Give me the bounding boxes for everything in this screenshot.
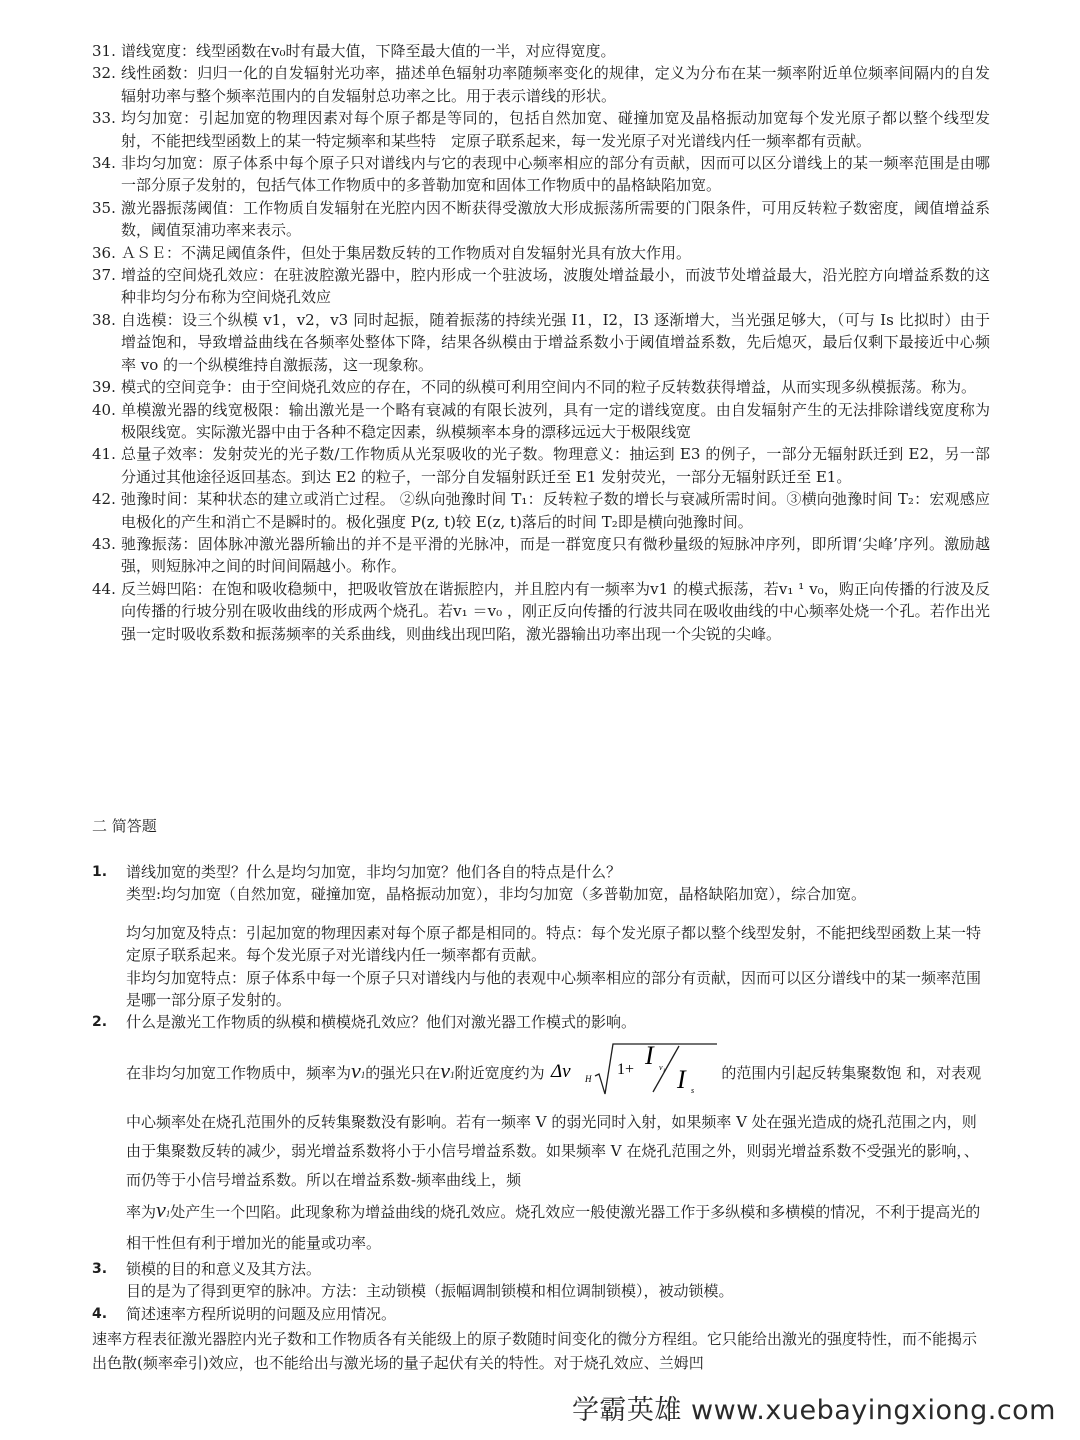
question-title: 谱线加宽的类型？什么是均匀加宽，非均匀加宽？他们各自的特点是什么？ — [126, 863, 622, 881]
definition-item — [92, 309, 990, 376]
definition-item — [92, 399, 990, 444]
definition-item — [92, 264, 990, 309]
item-number: 34. — [92, 154, 116, 173]
nu1-symbol: ν1 — [440, 1057, 455, 1083]
q1-uniform: 均匀加宽及特点：引起加宽的物理因素对每个原子都是相同的。特点：每个发光原子都以整个线型发射，不能把线型函数上某一特定原子联系起来。每个发光原子对光谱线内任一频率都有贡献。 — [126, 923, 982, 965]
q2-text-tail: 处产生一个凹陷。此现象称为增益曲线的烧孔效应。烧孔效应一般使激光器工作于多纵模和多横模的情况，不利于提高光的相干性但有利于增加光的能量或功率。 — [126, 1202, 981, 1252]
item-text: 模式的空间竞争：由于空间烧孔效应的存在，不同的纵模可利用空间内不同的粒子反转数获得增益，从而实现多纵模振荡。称为。 — [121, 378, 977, 397]
question-number: 2. — [92, 1014, 108, 1031]
question-number: 3. — [92, 1260, 108, 1277]
question-number: 4. — [92, 1305, 108, 1322]
q2-text-d: 的范围内引起反转集聚数饱 — [721, 1063, 902, 1082]
definition-item — [92, 578, 990, 645]
delta-sub-text: H — [585, 1073, 592, 1084]
item-number: 44. — [92, 579, 116, 598]
nu1-symbol: ν1 — [351, 1057, 366, 1083]
q1-types: 类型:均匀加宽（自然加宽，碰撞加宽，晶格振动加宽），非均匀加宽（多普勒加宽，晶格缺陷加宽），综合加宽。 — [126, 885, 867, 904]
watermark: 学霸英雄 www.xuebayingxiong.com — [571, 1394, 1056, 1426]
question-title: 简述速率方程所说明的问题及应用情况。 — [126, 1304, 397, 1323]
q2-text-a: 在非均匀加宽工作物质中，频率为 — [126, 1063, 352, 1082]
question-title: 什么是激光工作物质的纵模和横模烧孔效应？他们对激光器工作模式的影响。 — [126, 1013, 637, 1032]
question-4 — [92, 1303, 990, 1325]
q2-text-b: 的强光只在 — [365, 1063, 441, 1082]
item-number: 43. — [92, 534, 116, 553]
q2-answer — [92, 1040, 990, 1258]
item-number: 36. — [92, 243, 116, 262]
item-number: 39. — [92, 378, 116, 397]
nu1-symbol: ν1 — [156, 1196, 171, 1222]
item-number: 40. — [92, 400, 116, 419]
formula-one: 1+ — [617, 1060, 635, 1078]
definition-item — [92, 488, 990, 533]
definition-item — [92, 40, 990, 62]
definition-item — [92, 533, 990, 578]
q1-nonuniform: 非均匀加宽特点：原子体系中每一个原子只对谱线内与他的表观中心频率相应的部分有贡献，因而可以区分谱线中的某一频率范围是哪一部分原子发射的。 — [126, 968, 982, 1010]
q4-answer: 速率方程表征激光器腔内光子数和工作物质各有关能级上的原子数随时间变化的微分方程组。它只能给出激光的强度特性，而不能揭示出色散(频率牵引)效应，也不能给出与激光场的量子起伏有关的特性。对于烧孔效应、兰姆凹 — [92, 1330, 978, 1373]
item-text: 激光器振荡阈值：工作物质自发辐射在光腔内因不断获得受激放大形成振荡所需要的门限条件，可用反转粒子数密度，阈值增益系数，阈值泵浦功率来表示。 — [121, 198, 990, 240]
question-2 — [92, 1011, 990, 1033]
saturation-formula — [549, 1040, 721, 1108]
item-text: 总量子效率：发射荧光的光子数/工作物质从光泵吸收的光子数。物理意义：抽运到 E3 的例子，一部分无辐射跃迁到 E2，另一部分通过其他途径返回基态。到达 E2 的粒子，一部分自发辐射跃迁至 E1 发射荧光，一部分无辐射跃迁至 E1。 — [121, 445, 990, 486]
item-number: 33. — [92, 109, 116, 128]
q2-text-e: 率为 — [126, 1202, 157, 1221]
item-text: 非均匀加宽：原子体系中每个原子只对谱线内与它的表现中心频率相应的部分有贡献，因而可以区分谱线上的某一频率范围是由哪一部分原子发射的，包括气体工作物质中的多普勒加宽和固体工作物质中的晶格缺陷加宽。 — [121, 154, 990, 195]
formula-denominator-sub: s — [691, 1085, 695, 1095]
item-text: 弛豫时间：某种状态的建立或消亡过程。 ②纵向弛豫时间 T₁：反转粒子数的增长与衰减所需时间。③横向弛豫时间 T₂：宏观感应电极化的产生和消亡不是瞬时的。极化强度 P(z, t)较 E(z, t)落后的时间 T₂即是横向弛豫时间。 — [121, 490, 990, 531]
definition-item — [92, 443, 990, 488]
definitions-list — [92, 40, 990, 645]
definition-item — [92, 376, 990, 398]
item-number: 41. — [92, 445, 116, 464]
section-title: 二 简答题 — [92, 817, 157, 835]
item-number: 31. — [92, 42, 116, 60]
item-text: 自选模：设三个纵模 v1，v2，v3 同时起振，随着振荡的持续光强 I1，I2，I3 逐渐增大，当光强足够大，（可与 Is 比拟时）由于增益饱和，导致增益曲线在各频率处整体下降，结果各纵模由于增益系数小于阈值增益系数，先后熄灭，最后仅剩下最接近中心频率 vo 的一个纵模维持自激振荡，这一现象称。 — [121, 310, 990, 374]
formula-numerator: I — [645, 1040, 655, 1070]
definition-item — [92, 242, 990, 264]
definition-item — [92, 152, 990, 197]
definition-item — [92, 107, 990, 152]
item-number: 32. — [92, 64, 116, 83]
item-text: 驰豫振荡：固体脉冲激光器所输出的并不是平滑的光脉冲，而是一群宽度只有微秒量级的短脉冲序列，即所谓‘尖峰’序列。激励越强，则短脉冲之间的时间间隔越小。称作。 — [121, 534, 990, 576]
question-number: 1. — [92, 864, 108, 880]
item-number: 35. — [92, 198, 116, 217]
item-number: 38. — [92, 310, 116, 329]
question-3 — [92, 1258, 990, 1280]
question-1 — [92, 861, 990, 883]
item-text: 线性函数：归归一化的自发辐射光功率，描述单色辐射功率随频率变化的规律，定义为分布在某一频率附近单位频率间隔内的自发辐射功率与整个频率范围内的自发辐射总功率之比。用于表示谱线的形状。 — [121, 64, 990, 105]
item-text: ＡＳＥ：不满足阈值条件，但处于集居数反转的工作物质对自发辐射光具有放大作用。 — [121, 243, 692, 262]
item-text: 单模激光器的线宽极限：输出激光是一个略有衰减的有限长波列，具有一定的谱线宽度。由自发辐射产生的无法排除谱线宽度称为极限线宽。实际激光器中由于各种不稳定因素，纵模频率本身的漂移远远大于极限线宽 — [121, 400, 990, 441]
q2-text-body: 和，对表观中心频率处在烧孔范围外的反转集聚数没有影响。若有一频率 V 的弱光同时入射，如果频率 V 处在强光造成的烧孔范围之内，则由于集聚数反转的减少，弱光增益系数将小于小信号增益系数。如果频率 V 在烧孔范围之外，则弱光增益系数不受强光的影响，、而仍等于小信号增益系数。所以在增益系数-频率曲线上，频 — [126, 1063, 982, 1189]
question-title: 锁模的目的和意义及其方法。 — [126, 1259, 322, 1278]
formula-numerator-sub: ν₁ — [659, 1062, 666, 1072]
fraction-slash — [653, 1046, 679, 1092]
formula-denominator: I — [677, 1064, 687, 1094]
item-number: 42. — [92, 490, 116, 509]
item-text: 谱线宽度：线型函数在v₀时有最大值，下降至最大值的一半，对应得宽度。 — [121, 42, 616, 60]
q3-answer: 目的是为了得到更窄的脉冲。方法：主动锁模（振幅调制锁模和相位调制锁模），被动锁模。 — [126, 1282, 734, 1301]
definition-item — [92, 62, 990, 107]
definition-item — [92, 197, 990, 242]
item-text: 反兰姆凹陷：在饱和吸收稳频中，把吸收管放在谐振腔内，并且腔内有一频率为v1 的模式振荡，若v₁ ¹ v₀，购正向传播的行波及反向传播的行坡分别在吸收曲线的形成两个烧孔。若v₁ ＝v₀ ，刚正反向传播的行波共同在吸收曲线的中心频率处烧一个孔。若作出光强一定时吸收系数和振荡频率的关系曲线，则曲线出现凹陷，激光器输出功率出现一个尖锐的尖峰。 — [121, 579, 990, 643]
item-text: 均匀加宽：引起加宽的物理因素对每个原子都是等同的，包括自然加宽、碰撞加宽及晶格振动加宽每个发光原子都以整个线型发射，不能把线型函数上的某一特定频率和某些特 定原子联系起来，每一发光原子对光谱线内任一频率都有贡献。 — [121, 109, 990, 150]
item-number: 37. — [92, 266, 116, 285]
item-text: 增益的空间烧孔效应：在驻波腔激光器中，腔内形成一个驻波场，波腹处增益最小，而波节处增益最大，沿光腔方向增益系数的这种非均匀分布称为空间烧孔效应 — [121, 266, 990, 307]
q2-text-c: 附近宽度约为 — [454, 1063, 545, 1082]
questions-list — [92, 861, 990, 1375]
delta-nu-text: Δν — [551, 1060, 571, 1082]
